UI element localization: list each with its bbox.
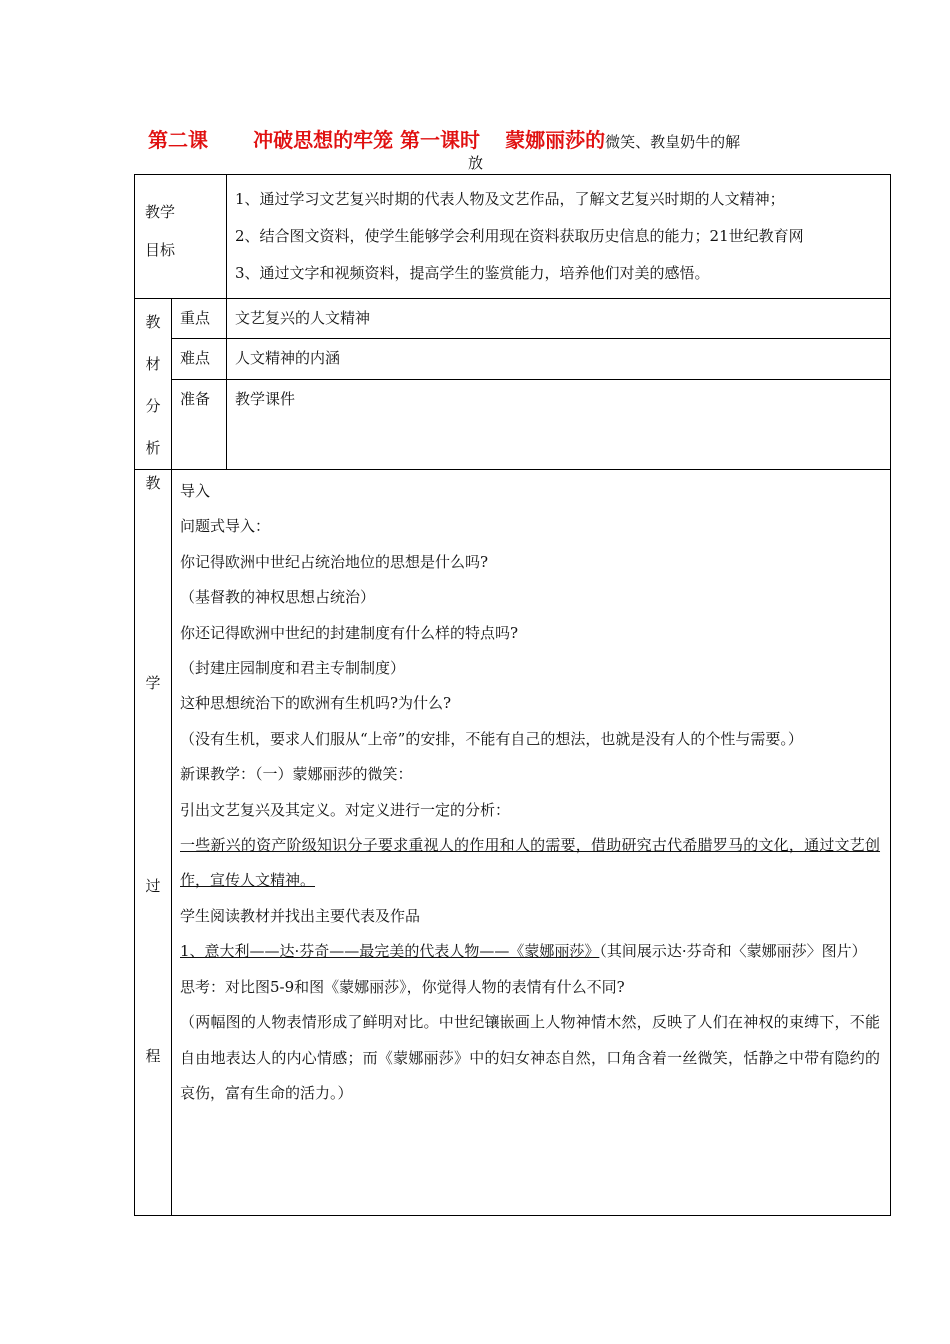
goals-row <box>135 175 891 299</box>
goals-label-line1: 教学 <box>145 203 176 221</box>
definition-text: 一些新兴的资产阶级知识分子要求重视人的作用和人的需要，借助研究古代希腊罗马的文化，通过文艺创作，宣传人文精神。 <box>180 836 881 890</box>
analysis-label: 重点 <box>180 309 211 327</box>
analysis-side-cell <box>135 299 172 470</box>
analysis-label-cell <box>172 299 227 339</box>
analysis-label: 难点 <box>180 348 211 367</box>
goals-label-cell <box>135 175 227 299</box>
process-line: 思考：对比图5-9和图《蒙娜丽莎》，你觉得人物的表情有什么不同? <box>180 977 625 996</box>
analysis-value-cell <box>227 379 891 469</box>
goals-body-cell <box>227 175 891 299</box>
process-line: 学生阅读教材并找出主要代表及作品 <box>180 906 421 925</box>
process-side-cell <box>135 470 172 1216</box>
process-line: （基督教的神权思想占统治） <box>180 588 376 607</box>
title-lesson: 第二课 <box>148 128 208 152</box>
process-line: （封建庄园制度和君主专制制度） <box>180 659 406 678</box>
analysis-side-char: 教 <box>145 313 161 331</box>
goal-item: 2、结合图文资料，使学生能够学会利用现在资料获取历史信息的能力；21世纪教育网 <box>235 227 804 245</box>
process-line: 引出文艺复兴及其定义。对定义进行一定的分析： <box>180 800 511 819</box>
lesson-plan-table <box>134 174 891 1216</box>
analysis-side-char: 材 <box>145 355 161 373</box>
process-line: （没有生机，要求人们服从“上帝”的安排，不能有自己的想法，也就是没有人的个性与需要。） <box>180 729 803 748</box>
process-line <box>180 934 880 969</box>
title-wrap: 放 <box>468 154 484 172</box>
process-line: 你记得欧洲中世纪占统治地位的思想是什么吗? <box>180 552 489 571</box>
goal-item: 3、通过文字和视频资料，提高学生的鉴赏能力，培养他们对美的感悟。 <box>235 264 710 282</box>
process-side-char: 学 <box>145 674 161 692</box>
process-body-cell <box>172 470 891 1216</box>
analysis-label-cell <box>172 379 227 469</box>
goal-item: 1、通过学习文艺复兴时期的代表人物及文艺作品，了解文艺复兴时期的人文精神； <box>235 190 785 208</box>
analysis-label: 准备 <box>180 389 211 408</box>
analysis-value-cell <box>227 299 891 339</box>
goals-label-line2: 目标 <box>145 241 176 259</box>
title-subtopic: 蒙娜丽莎的 <box>505 128 606 152</box>
process-side-char: 程 <box>145 1047 161 1065</box>
analysis-label-cell <box>172 338 227 379</box>
analysis-value-cell <box>227 338 891 379</box>
page-title <box>148 124 740 153</box>
process-line: （两幅图的人物表情形成了鲜明对比。中世纪镶嵌画上人物神情木然，反映了人们在神权的束缚下，不能自由地表达人的内心情感；而《蒙娜丽莎》中的妇女神态自然，口角含着一丝微笑，恬静之中带有隐约的哀伤，富有生命的活力。） <box>180 1013 881 1102</box>
process-line: 这种思想统治下的欧洲有生机吗?为什么? <box>180 694 452 713</box>
analysis-value: 教学课件 <box>235 389 296 408</box>
process-line: 新课教学：（一）蒙娜丽莎的微笑： <box>180 765 413 784</box>
process-side-char: 过 <box>145 877 161 895</box>
analysis-side-char: 分 <box>145 397 161 415</box>
process-line: 导入 <box>180 482 211 500</box>
title-subtopic-small: 微笑、教皇奶牛的解 <box>605 133 741 151</box>
title-topic: 冲破思想的牢笼 第一课时 <box>253 128 481 152</box>
analysis-side-char: 析 <box>145 439 161 457</box>
analysis-value: 文艺复兴的人文精神 <box>235 309 371 327</box>
process-side-char: 教 <box>145 474 161 492</box>
analysis-row-preparation <box>135 379 891 469</box>
representative-text: 1、意大利——达·芬奇——最完美的代表人物——《蒙娜丽莎》 <box>180 942 600 961</box>
analysis-row-key <box>135 299 891 339</box>
process-note: （其间展示达·芬奇和〈蒙娜丽莎〉图片） <box>599 942 867 961</box>
process-row <box>135 470 891 1216</box>
process-line: 问题式导入： <box>180 517 271 536</box>
analysis-row-difficulty <box>135 338 891 379</box>
analysis-value: 人文精神的内涵 <box>235 348 341 367</box>
process-line: 你还记得欧洲中世纪的封建制度有什么样的特点吗? <box>180 623 519 642</box>
